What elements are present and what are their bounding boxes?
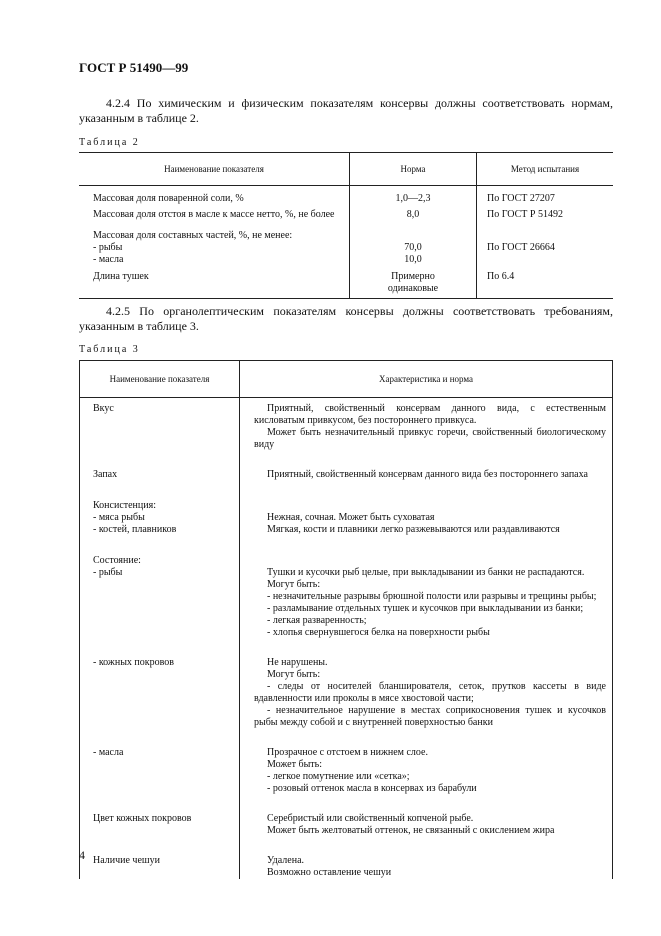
cell-line: - масла [93, 747, 124, 758]
cell-line: - незначительные разрывы брюшной полости или разрывы и трещины рыбы; [267, 591, 597, 602]
cell-line: Цвет кожных покровов [93, 813, 192, 824]
cell-line: Серебристый или свойственный копченой рыбе. [267, 813, 474, 824]
table3-cell-desc [240, 398, 613, 452]
cell-line: По ГОСТ Р 51492 [487, 209, 563, 220]
table-row [79, 206, 613, 222]
table-row [79, 267, 613, 299]
page-number: 4 [79, 848, 85, 862]
cell-line: Может быть: [267, 759, 322, 770]
table2-cell-name [79, 206, 350, 222]
table-row [80, 729, 613, 795]
cell-line: - хлопья свернувшегося белка на поверхности рыбы [267, 627, 490, 638]
cell-line [254, 555, 606, 567]
cell-line: - масла [93, 254, 124, 265]
cell-line: Могут быть: [267, 669, 321, 680]
table-row [80, 482, 613, 537]
table-3 [79, 360, 613, 879]
cell-line: По ГОСТ 27207 [487, 193, 555, 204]
table2-cell-norm [350, 222, 477, 267]
cell-line: - легкое помутнение или «сетка»; [267, 771, 410, 782]
table2-cell-name [79, 267, 350, 299]
cell-line: - розовый оттенок масла в консервах из барабули [267, 783, 477, 794]
table3-cell-name [80, 639, 240, 729]
cell-line: - мяса рыбы [93, 512, 145, 523]
cell-line: Запах [93, 469, 118, 480]
table-row [79, 186, 613, 207]
table2-cell-method [477, 222, 614, 267]
cell-line: Нежная, сочная. Может быть суховатая [267, 512, 435, 523]
table3-cell-name [80, 451, 240, 482]
table3-cell-desc [240, 837, 613, 879]
table2-caption: Таблица 2 [79, 137, 140, 148]
table-row [80, 537, 613, 639]
table3-cell-desc [240, 795, 613, 837]
cell-line: 1,0—2,3 [395, 193, 431, 204]
table-row [80, 639, 613, 729]
table-row [80, 795, 613, 837]
cell-line: Прозрачное с отстоем в нижнем слое. [267, 747, 428, 758]
table2-cell-method [477, 186, 614, 207]
table-row [80, 837, 613, 879]
cell-line: По ГОСТ 26664 [487, 242, 555, 253]
cell-line: 10,0 [404, 254, 422, 265]
cell-line: - следы от носителей бланширователя, сеток, прутков кассеты в виде вдавленности или проколы в мясе хвостовой части; [254, 681, 606, 704]
table3-cell-name [80, 482, 240, 537]
cell-line: Вкус [93, 403, 114, 414]
table3-cell-name [80, 795, 240, 837]
cell-line [487, 230, 612, 242]
table2-header-name: Наименование показателя [79, 153, 350, 186]
cell-line: Примерно [391, 271, 435, 282]
cell-line: Длина тушек [93, 271, 149, 282]
cell-line: По 6.4 [487, 271, 515, 282]
cell-line: Может быть незначительный привкус горечи, свойственный биологическому виду [254, 427, 606, 450]
cell-line: 70,0 [404, 242, 422, 253]
cell-line: - разламывание отдельных тушек и кусочков при выкладывании из банки; [267, 603, 584, 614]
cell-line: Консистенция: [93, 500, 156, 511]
table2-cell-norm [350, 206, 477, 222]
table3-caption: Таблица 3 [79, 344, 140, 355]
cell-line [351, 230, 475, 242]
cell-line: - легкая разваренность; [267, 615, 367, 626]
table-row [79, 222, 613, 267]
table3-cell-desc [240, 451, 613, 482]
table3-cell-name [80, 837, 240, 879]
cell-line: 8,0 [406, 209, 420, 220]
table3-header-desc: Характеристика и норма [240, 361, 613, 398]
paragraph-4-2-4: 4.2.4 По химическим и физическим показателям консервы должны соответствовать нормам, указанным в таблице 2. [79, 96, 613, 125]
cell-line: - кожных покровов [93, 657, 174, 668]
table3-header-name: Наименование показателя [80, 361, 240, 398]
document-header: ГОСТ Р 51490—99 [79, 60, 189, 75]
table3-cell-name [80, 537, 240, 639]
table3-cell-desc [240, 482, 613, 537]
cell-line: Тушки и кусочки рыб целые, при выкладывании из банки не распадаются. [267, 567, 585, 578]
cell-line: Могут быть: [267, 579, 321, 590]
table2-cell-name [79, 186, 350, 207]
cell-line [254, 500, 606, 512]
table-row [80, 398, 613, 452]
cell-line: Массовая доля составных частей, %, не менее: [93, 230, 293, 241]
table3-cell-desc [240, 639, 613, 729]
cell-line: Мягкая, кости и плавники легко разжевываются или раздавливаются [267, 524, 560, 535]
cell-line: Возможно оставление чешуи [267, 867, 392, 878]
table2-cell-method [477, 267, 614, 299]
table2-cell-norm [350, 267, 477, 299]
cell-line [487, 254, 612, 266]
table2-header-method: Метод испытания [477, 153, 614, 186]
cell-line: Удалена. [267, 855, 305, 866]
table3-cell-name [80, 398, 240, 452]
table3-cell-name [80, 729, 240, 795]
table2-header-norm: Норма [350, 153, 477, 186]
cell-line: - рыбы [93, 567, 123, 578]
cell-line: Может быть желтоватый оттенок, не связанный с окислением жира [267, 825, 555, 836]
table3-cell-desc [240, 537, 613, 639]
cell-line: Массовая доля отстоя в масле к массе нетто, %, не более [93, 209, 335, 220]
table-row [80, 451, 613, 482]
table2-cell-norm [350, 186, 477, 207]
cell-line: одинаковые [387, 283, 439, 294]
cell-line: Приятный, свойственный консервам данного вида без постороннего запаха [267, 469, 588, 480]
cell-line: Не нарушены. [267, 657, 328, 668]
cell-line: - незначительное нарушение в местах соприкосновения тушек и кусочков рыбы между собой и с внутренней поверхностью банки [254, 705, 606, 728]
table2-cell-name [79, 222, 350, 267]
table3-cell-desc [240, 729, 613, 795]
table2-cell-method [477, 206, 614, 222]
cell-line: Приятный, свойственный консервам данного вида, с естественным кисловатым привкусом, без постороннего привкуса. [254, 403, 606, 426]
paragraph-4-2-5: 4.2.5 По органолептическим показателям консервы должны соответствовать требованиям, указанным в таблице 3. [79, 304, 613, 333]
table-2 [79, 152, 613, 299]
cell-line: - рыбы [93, 242, 123, 253]
cell-line: Состояние: [93, 555, 141, 566]
cell-line: Наличие чешуи [93, 855, 160, 866]
cell-line: - костей, плавников [93, 524, 177, 535]
cell-line: Массовая доля поваренной соли, % [93, 193, 244, 204]
